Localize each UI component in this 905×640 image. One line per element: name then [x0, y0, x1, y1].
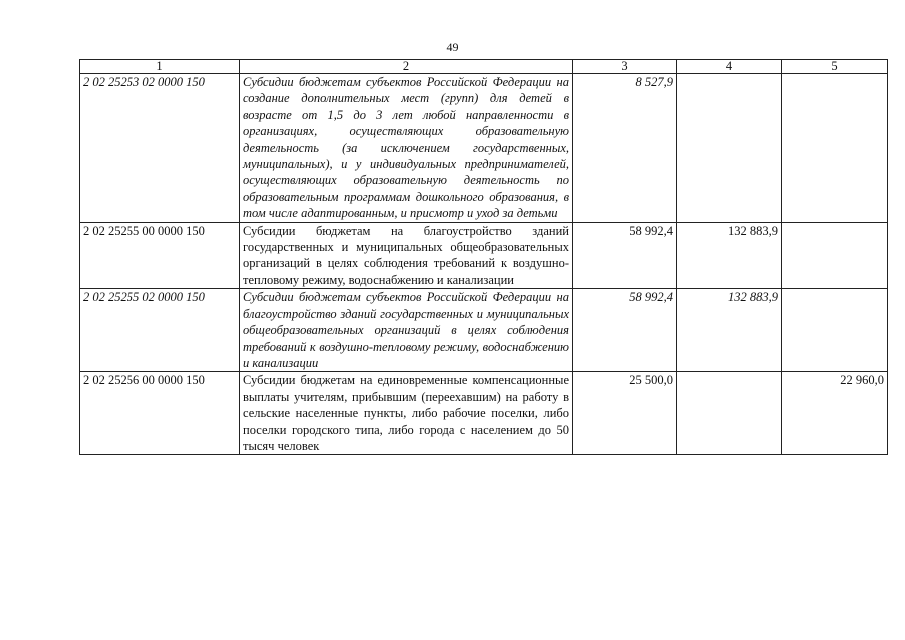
column-header-2: 2: [240, 60, 573, 74]
column-header-4: 4: [677, 60, 782, 74]
amount-col3: 8 527,9: [573, 74, 677, 223]
amount-col5: [782, 289, 888, 372]
budget-description: Субсидии бюджетам на благоустройство зданий государственных и муниципальных общеобразовательных организаций в целях соблюдения требований к воздушно-тепловому режиму, водоснабжению и канализации: [240, 222, 573, 289]
amount-col5: [782, 222, 888, 289]
amount-col5: 22 960,0: [782, 372, 888, 455]
amount-col3: 58 992,4: [573, 222, 677, 289]
amount-col3: 58 992,4: [573, 289, 677, 372]
table-header-row: [80, 60, 888, 74]
column-header-5: 5: [782, 60, 888, 74]
table-row: [80, 74, 888, 223]
budget-code: 2 02 25255 00 0000 150: [80, 222, 240, 289]
page-number: 49: [446, 40, 459, 54]
table-row: [80, 372, 888, 455]
amount-col4: 132 883,9: [677, 289, 782, 372]
table-row: [80, 289, 888, 372]
budget-table: [79, 59, 888, 455]
column-header-3: 3: [573, 60, 677, 74]
amount-col4: [677, 372, 782, 455]
column-header-1: 1: [80, 60, 240, 74]
amount-col3: 25 500,0: [573, 372, 677, 455]
amount-col5: [782, 74, 888, 223]
table-row: [80, 222, 888, 289]
budget-code: 2 02 25253 02 0000 150: [80, 74, 240, 223]
amount-col4: [677, 74, 782, 223]
budget-code: 2 02 25255 02 0000 150: [80, 289, 240, 372]
budget-code: 2 02 25256 00 0000 150: [80, 372, 240, 455]
amount-col4: 132 883,9: [677, 222, 782, 289]
budget-description: Субсидии бюджетам на единовременные компенсационные выплаты учителям, прибывшим (переехавшим) на работу в сельские населенные пункты, либо рабочие поселки, либо поселки городского типа, либо города с населением до 50 тысяч человек: [240, 372, 573, 455]
budget-description: Субсидии бюджетам субъектов Российской Федерации на благоустройство зданий государственных и муниципальных общеобразовательных организаций в целях соблюдения требований к воздушно-тепловому режиму, водоснабжению и канализации: [240, 289, 573, 372]
budget-description: Субсидии бюджетам субъектов Российской Федерации на создание дополнительных мест (групп) для детей в возрасте от 1,5 до 3 лет любой направленности в организациях, осуществляющих образовательную деятельность (за исключением государственных, муниципальных), и у индивидуальных предпринимателей, осуществляющих образовательную деятельность по образовательным программам дошкольного образования, в том числе адаптированным, и присмотр и уход за детьми: [240, 74, 573, 223]
